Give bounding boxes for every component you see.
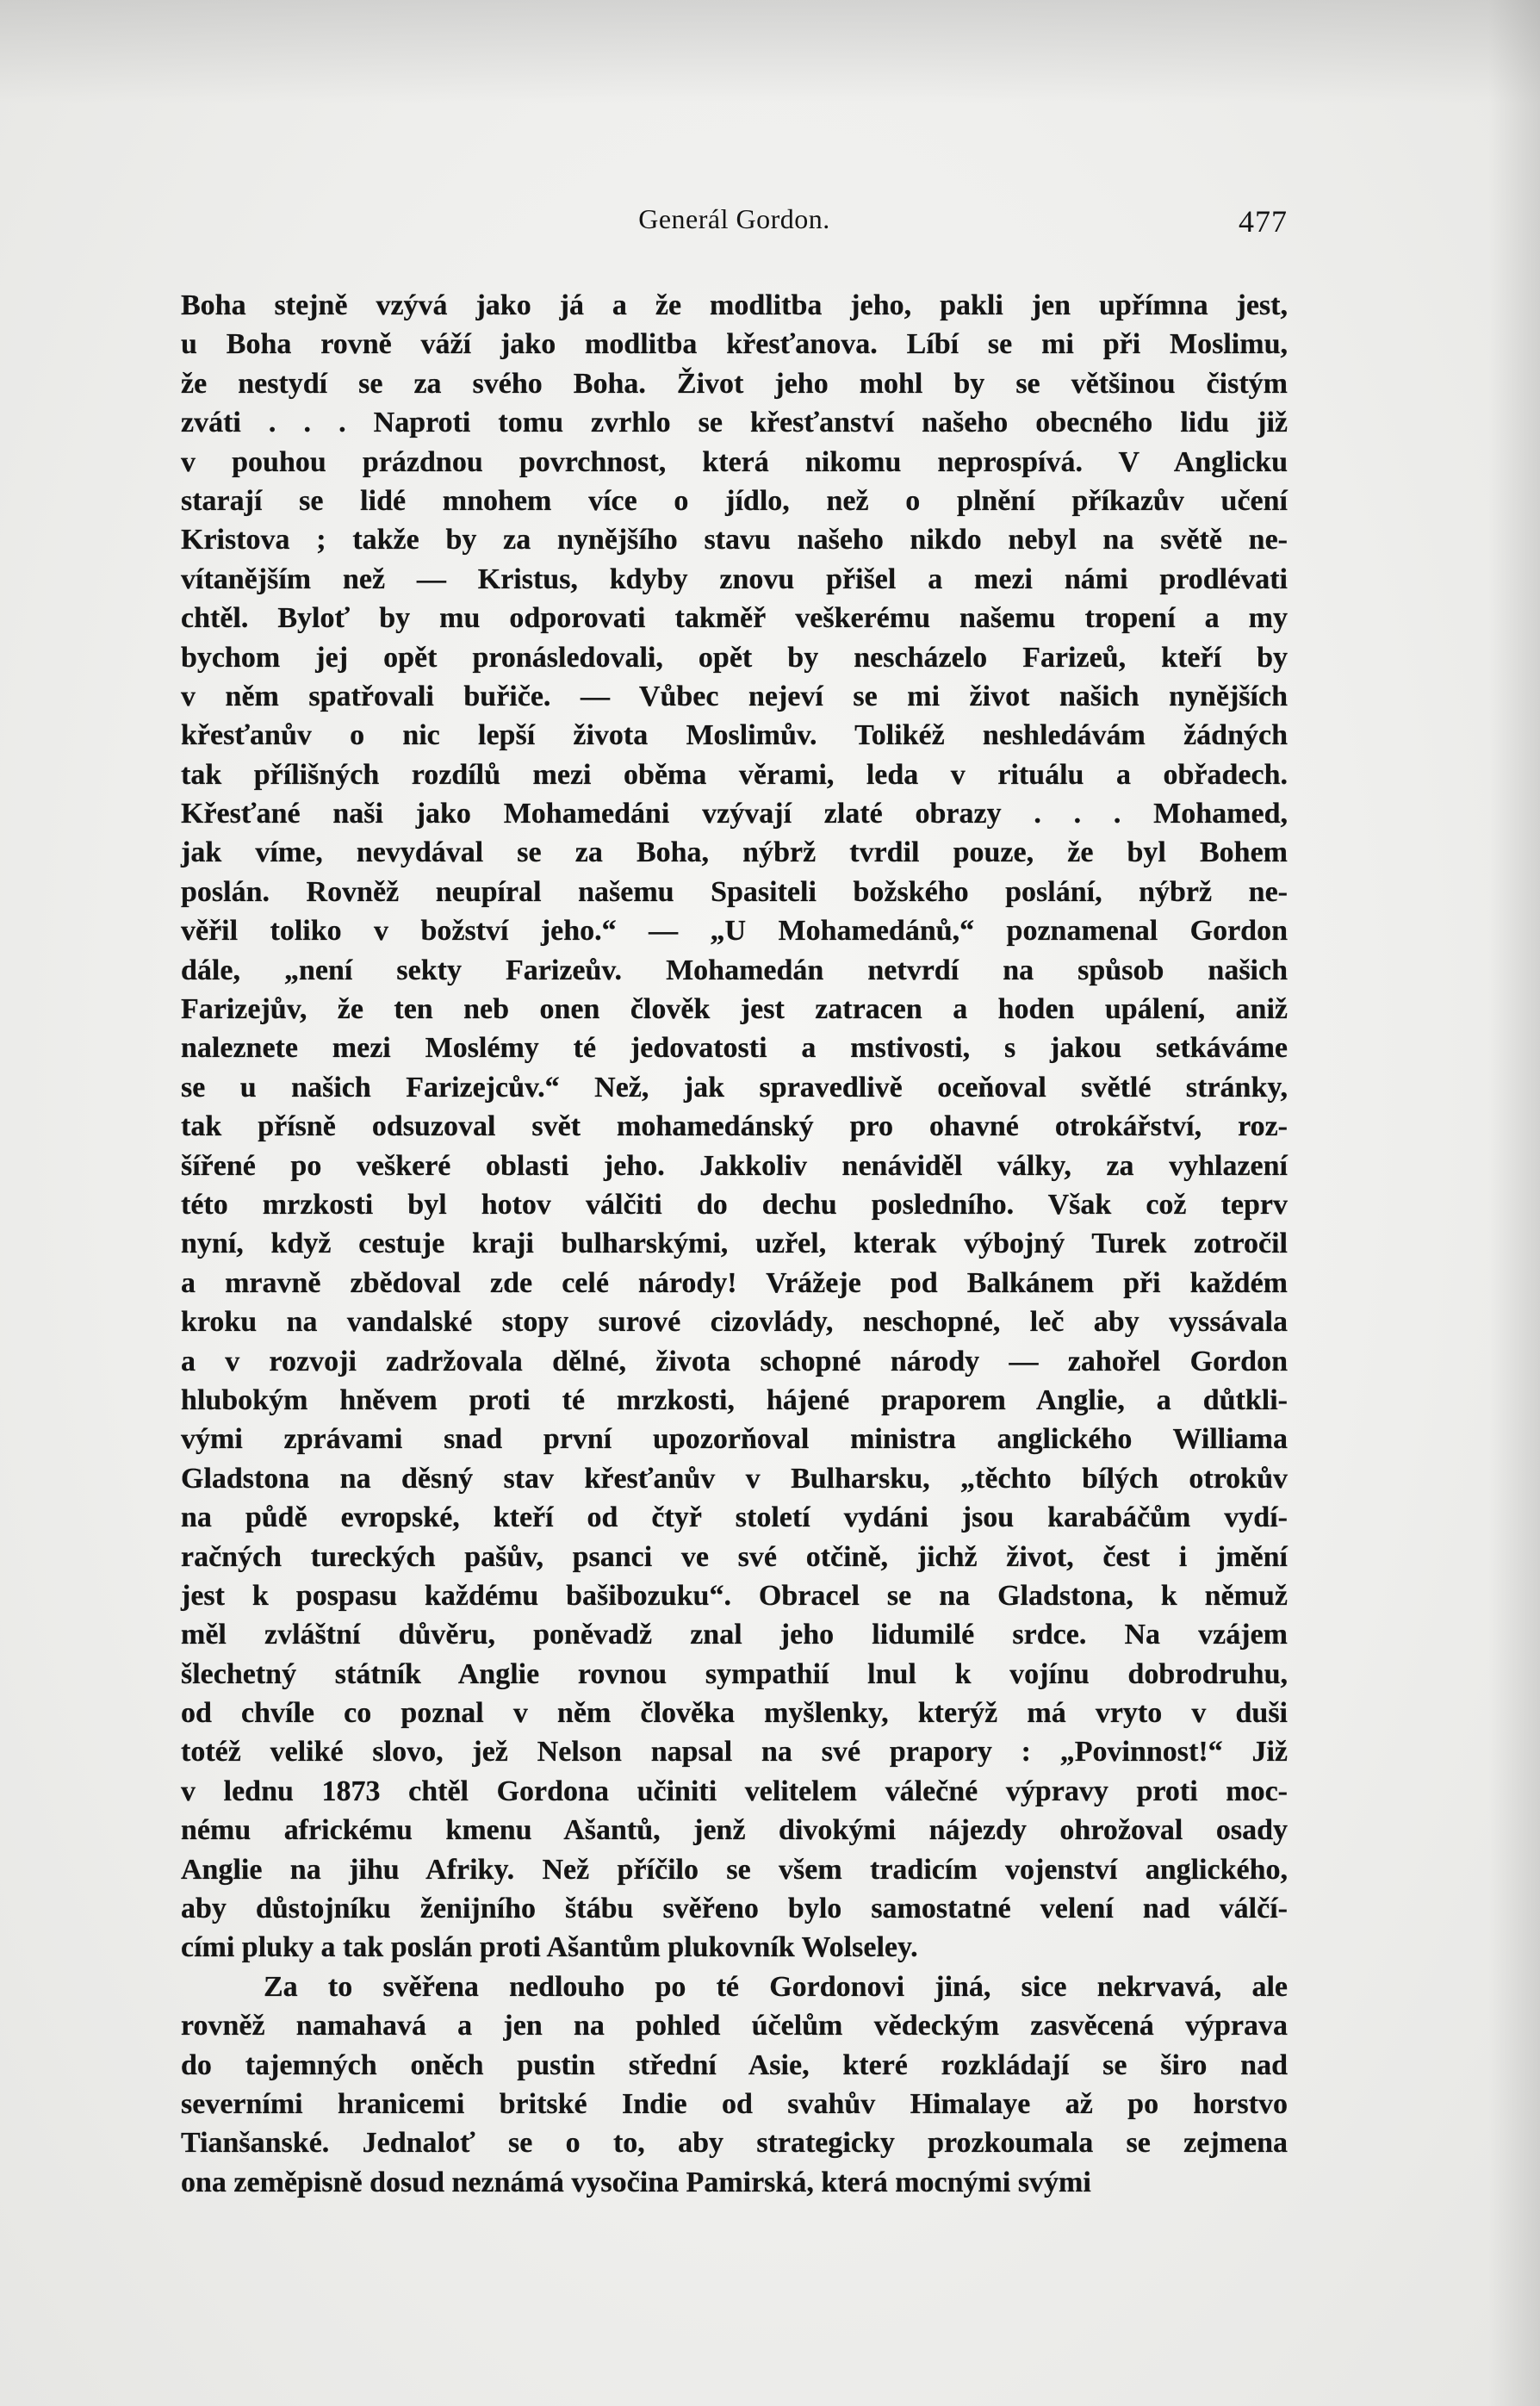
text-line: měl zvláštní důvěru, poněvadž znal jeho lidumilé srdce. Na vzájem: [181, 1619, 1288, 1651]
text-line: račných tureckých pašův, psanci ve své otčině, jichž život, čest i jmění: [181, 1540, 1288, 1573]
text-line: tak přílišných rozdílů mezi oběma věrami, leda v rituálu a obřadech.: [181, 758, 1288, 791]
text-line: Boha stejně vzývá jako já a že modlitba jeho, pakli jen upřímna jest,: [181, 289, 1288, 321]
text-line: jak víme, nevydával se za Boha, nýbrž tvrdil pouze, že byl Bohem: [181, 836, 1288, 869]
text-line: v pouhou prázdnou povrchnost, která nikomu neprospívá. V Anglicku: [181, 445, 1288, 478]
page-number: 477: [1239, 204, 1288, 239]
text-line: šířené po veškeré oblasti jeho. Jakkoliv nenáviděl války, za vyhlazení: [181, 1149, 1288, 1182]
text-line: chtěl. Byloť by mu odporovati takměř veškerému našemu tropení a my: [181, 602, 1288, 635]
text-line: v lednu 1873 chtěl Gordona učiniti velitelem válečné výpravy proti moc-: [181, 1775, 1288, 1807]
text-line: v něm spatřovali buřiče. — Vůbec nejeví se mi život našich nynějších: [181, 680, 1288, 712]
text-line: rovněž namahavá a jen na pohled účelům vědeckým zasvěcená výprava: [181, 2010, 1288, 2042]
running-head: [181, 203, 1288, 246]
text-line: zváti . . . Naproti tomu zvrhlo se křesťanství našeho obecného lidu již: [181, 407, 1288, 439]
text-line: na půdě evropské, kteří od čtyř století vydáni jsou karabáčům vydí-: [181, 1501, 1288, 1534]
text-line: naleznete mezi Moslémy té jedovatosti a mstivosti, s jakou setkáváme: [181, 1032, 1288, 1065]
paragraph: [181, 286, 1288, 1968]
text-line: aby důstojníku ženijního štábu svěřeno bylo samostatné velení nad válčí-: [181, 1893, 1288, 1925]
text-line: a v rozvoji zadržovala dělné, života schopné národy — zahořel Gordon: [181, 1345, 1288, 1377]
body-text: [181, 286, 1288, 2202]
text-line: tak přísně odsuzoval svět mohamedánský pro ohavné otrokářství, roz-: [181, 1110, 1288, 1143]
text-line: Za to svěřena nedlouho po té Gordonovi jiná, sice nekrvavá, ale: [264, 1970, 1288, 2003]
text-line: dále, „není sekty Farizeův. Mohamedán netvrdí na spůsob našich: [181, 954, 1288, 986]
text-line: u Boha rovně váží jako modlitba křesťanova. Líbí se mi při Moslimu,: [181, 328, 1288, 361]
running-title: Generál Gordon.: [638, 203, 830, 234]
text-line: hlubokým hněvem proti té mrzkosti, hájené praporem Anglie, a důtkli-: [181, 1383, 1288, 1416]
text-line: kroku na vandalské stopy surové cizovlády, neschopné, leč aby vyssávala: [181, 1306, 1288, 1339]
text-line: vítanějším než — Kristus, kdyby znovu přišel a mezi námi prodlévati: [181, 563, 1288, 595]
text-line: Anglie na jihu Afriky. Než příčilo se všem tradicím vojenství anglického,: [181, 1853, 1288, 1886]
text-line: nému africkému kmenu Ašantů, jenž divokými nájezdy ohrožoval osady: [181, 1814, 1288, 1847]
text-line: že nestydí se za svého Boha. Život jeho mohl by se většinou čistým: [181, 367, 1288, 400]
text-line: poslán. Rovněž neupíral našemu Spasiteli božského poslání, nýbrž ne-: [181, 875, 1288, 908]
text-line: Tianšanské. Jednaloť se o to, aby strategicky prozkoumala se zejmena: [181, 2127, 1288, 2160]
text-line: od chvíle co poznal v něm člověka myšlenky, kterýž má vryto v duši: [181, 1697, 1288, 1730]
text-line: cími pluky a tak poslán proti Ašantům plukovník Wolseley.: [181, 1931, 918, 1964]
text-line: Křesťané naši jako Mohamedáni vzývají zlaté obrazy . . . Mohamed,: [181, 798, 1288, 830]
text-line: severními hranicemi britské Indie od svahův Himalaye až po horstvo: [181, 2087, 1288, 2120]
text-line: Gladstona na děsný stav křesťanův v Bulharsku, „těchto bílých otrokův: [181, 1462, 1288, 1495]
text-line: se u našich Farizejcův.“ Než, jak spravedlivě oceňoval světlé stránky,: [181, 1071, 1288, 1104]
text-line: nyní, když cestuje kraji bulharskými, uzřel, kterak výbojný Turek zotročil: [181, 1228, 1288, 1260]
text-line: věřil toliko v božství jeho.“ — „U Mohamedánů,“ poznamenal Gordon: [181, 915, 1288, 948]
text-line: této mrzkosti byl hotov válčiti do dechu posledního. Však což teprv: [181, 1188, 1288, 1221]
text-line: jest k pospasu každému bašibozuku“. Obracel se na Gladstona, k němuž: [181, 1579, 1288, 1612]
text-line: starají se lidé mnohem více o jídlo, než o plnění příkazův učení: [181, 484, 1288, 517]
text-line: Kristova ; takže by za nynějšího stavu našeho nikdo nebyl na světě ne-: [181, 524, 1288, 556]
paragraph: [181, 1968, 1288, 2202]
text-line: totéž veliké slovo, jež Nelson napsal na své prapory : „Povinnost!“ Již: [181, 1736, 1288, 1769]
text-line: a mravně zbědoval zde celé národy! Vrážeje pod Balkánem při každém: [181, 1266, 1288, 1299]
text-line: ona zeměpisně dosud neznámá vysočina Pamirská, která mocnými svými: [181, 2166, 1091, 2198]
text-line: šlechetný státník Anglie rovnou sympathií lnul k vojínu dobrodruhu,: [181, 1657, 1288, 1690]
text-line: vými zprávami snad první upozorňoval ministra anglického Williama: [181, 1423, 1288, 1456]
text-line: bychom jej opět pronásledovali, opět by nescházelo Farizeů, kteří by: [181, 641, 1288, 674]
text-line: křesťanův o nic lepší života Moslimův. Tolikéž neshledávám žádných: [181, 719, 1288, 752]
text-line: Farizejův, že ten neb onen člověk jest zatracen a hoden upálení, aniž: [181, 993, 1288, 1026]
text-line: do tajemných oněch pustin střední Asie, které rozkládají se širo nad: [181, 2049, 1288, 2081]
